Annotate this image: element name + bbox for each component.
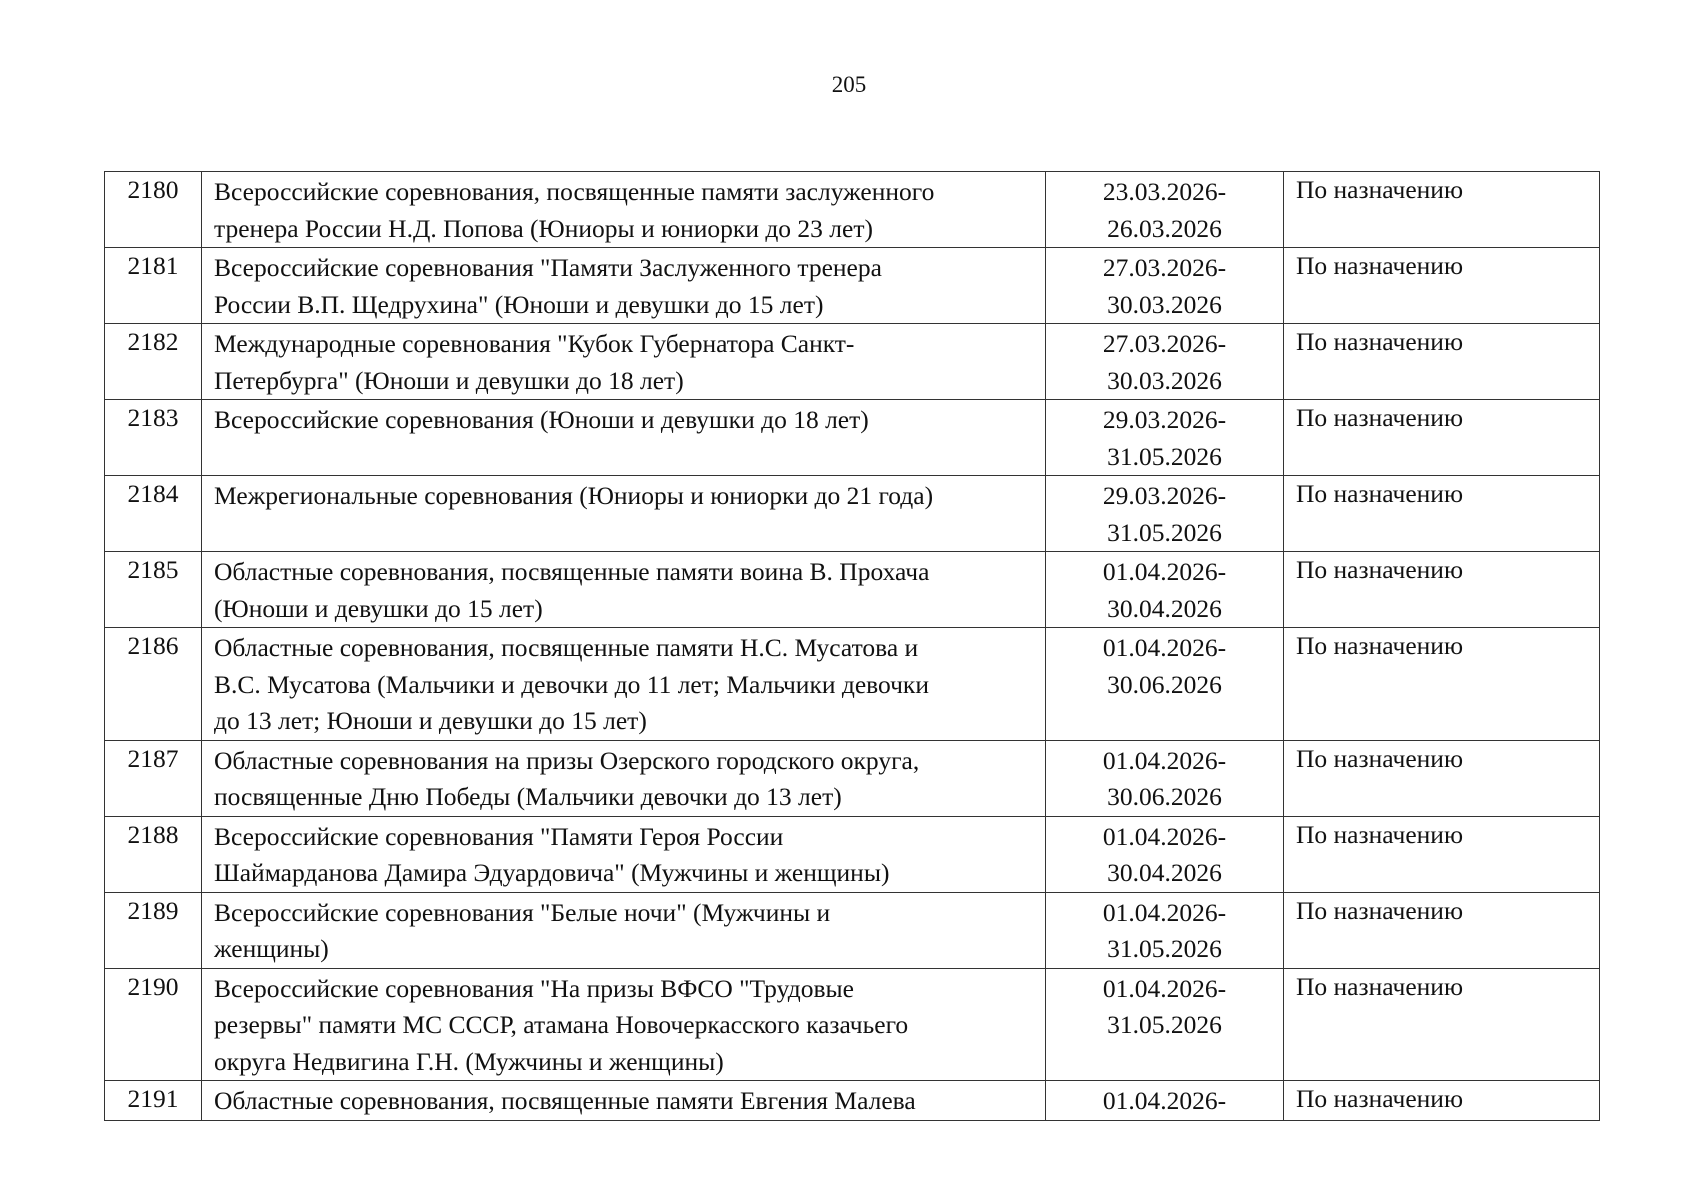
table-row [105, 968, 1600, 1081]
event-name-line: Петербурга" (Юноши и девушки до 18 лет) [214, 365, 684, 395]
event-name-line: резервы" памяти МС СССР, атамана Новочеркасского казачьего [214, 1010, 909, 1039]
event-name-cell [202, 968, 1046, 1081]
table-row [105, 248, 1600, 324]
event-name-line: Всероссийские соревнования (Юноши и девушки до 18 лет) [214, 405, 869, 434]
row-number: 2180 [105, 172, 202, 248]
date-end: 31.05.2026 [1107, 934, 1222, 963]
date-end: 31.05.2026 [1107, 517, 1222, 547]
date-start: 29.03.2026- [1102, 481, 1227, 510]
event-location-cell: По назначению [1284, 628, 1600, 741]
date-end: 30.06.2026 [1107, 669, 1222, 699]
date-end: 30.04.2026 [1107, 593, 1222, 623]
event-location-cell: По назначению [1284, 400, 1600, 476]
event-location-cell: По назначению [1284, 816, 1600, 892]
table-row [105, 476, 1600, 552]
event-name-line: Всероссийские соревнования, посвященные памяти заслуженного [214, 177, 935, 206]
row-number: 2181 [105, 248, 202, 324]
date-end: 31.05.2026 [1107, 441, 1222, 471]
date-start: 27.03.2026- [1102, 329, 1227, 358]
row-number: 2184 [105, 476, 202, 552]
table-row [105, 628, 1600, 741]
date-start: 01.04.2026- [1102, 1086, 1227, 1115]
table-row [105, 400, 1600, 476]
event-name-cell [202, 1081, 1046, 1121]
event-name-cell [202, 476, 1046, 552]
event-name-cell [202, 324, 1046, 400]
page-number: 205 [831, 72, 867, 97]
event-location-cell: По назначению [1284, 968, 1600, 1081]
event-name-line: женщины) [214, 934, 329, 963]
event-location-cell: По назначению [1284, 172, 1600, 248]
event-name-line: Областные соревнования, посвященные памяти Н.С. Мусатова и [214, 633, 919, 662]
event-name-cell [202, 740, 1046, 816]
event-name-line: до 13 лет; Юноши и девушки до 15 лет) [214, 706, 647, 735]
event-dates-cell [1046, 968, 1284, 1081]
event-name-cell [202, 628, 1046, 741]
event-name-line: Всероссийские соревнования "На призы ВФСО "Трудовые [214, 973, 854, 1003]
date-start: 01.04.2026- [1102, 821, 1227, 851]
event-dates-cell [1046, 248, 1284, 324]
date-start: 27.03.2026- [1102, 253, 1227, 282]
row-number: 2183 [105, 400, 202, 476]
date-end: 30.04.2026 [1107, 858, 1222, 887]
event-name-line: Международные соревнования "Кубок Губернатора Санкт- [214, 329, 855, 358]
table-row [105, 552, 1600, 628]
event-name-line: Всероссийские соревнования "Белые ночи" (Мужчины и [214, 897, 831, 927]
event-dates-cell [1046, 816, 1284, 892]
event-name-line: посвященные Дню Победы (Мальчики девочки до 13 лет) [214, 782, 842, 811]
event-name-cell [202, 172, 1046, 248]
table-row [105, 816, 1600, 892]
event-dates-cell [1046, 892, 1284, 968]
date-start: 01.04.2026- [1102, 973, 1227, 1003]
date-end: 30.03.2026 [1107, 289, 1222, 319]
event-name-line: Областные соревнования, посвященные памяти воина В. Прохача [214, 557, 930, 586]
event-name-line: Межрегиональные соревнования (Юниоры и юниорки до 21 года) [214, 481, 934, 510]
row-number: 2185 [105, 552, 202, 628]
event-name-line: округа Недвигина Г.Н. (Мужчины и женщины) [214, 1046, 724, 1076]
event-name-line: Шаймарданова Дамира Эдуардовича" (Мужчины и женщины) [214, 858, 890, 887]
event-name-cell [202, 400, 1046, 476]
table-row [105, 740, 1600, 816]
event-name-cell [202, 552, 1046, 628]
event-name-line: Областные соревнования, посвященные памяти Евгения Малева [214, 1086, 916, 1115]
table-row [105, 1081, 1600, 1121]
row-number: 2186 [105, 628, 202, 741]
event-dates-cell [1046, 400, 1284, 476]
event-name-cell [202, 248, 1046, 324]
row-number: 2182 [105, 324, 202, 400]
row-number: 2190 [105, 968, 202, 1081]
event-name-line: Всероссийские соревнования "Памяти Героя России [214, 821, 784, 851]
event-dates-cell [1046, 628, 1284, 741]
event-dates-cell [1046, 324, 1284, 400]
date-end: 30.06.2026 [1107, 782, 1222, 811]
event-location-cell: По назначению [1284, 476, 1600, 552]
date-start: 01.04.2026- [1102, 745, 1227, 775]
event-location-cell: По назначению [1284, 552, 1600, 628]
event-name-line: В.С. Мусатова (Мальчики и девочки до 11 лет; Мальчики девочки [214, 669, 929, 699]
date-start: 01.04.2026- [1102, 897, 1227, 927]
table-row [105, 324, 1600, 400]
event-dates-cell [1046, 172, 1284, 248]
event-dates-cell [1046, 476, 1284, 552]
date-start: 23.03.2026- [1102, 177, 1227, 206]
table-body [105, 172, 1600, 1121]
date-end: 31.05.2026 [1107, 1010, 1222, 1039]
row-number: 2187 [105, 740, 202, 816]
event-name-line: тренера России Н.Д. Попова (Юниоры и юниорки до 23 лет) [214, 213, 873, 243]
event-location-cell: По назначению [1284, 740, 1600, 816]
date-start: 01.04.2026- [1102, 633, 1227, 662]
event-dates-cell [1046, 740, 1284, 816]
row-number: 2188 [105, 816, 202, 892]
event-name-line: Всероссийские соревнования "Памяти Заслуженного тренера [214, 253, 882, 282]
event-location-cell: По назначению [1284, 1081, 1600, 1121]
event-location-cell: По назначению [1284, 324, 1600, 400]
event-name-line: (Юноши и девушки до 15 лет) [214, 593, 543, 623]
table-row [105, 172, 1600, 248]
event-location-cell: По назначению [1284, 892, 1600, 968]
event-location-cell: По назначению [1284, 248, 1600, 324]
table-row [105, 892, 1600, 968]
event-name-cell [202, 816, 1046, 892]
date-end: 26.03.2026 [1107, 213, 1222, 243]
date-start: 01.04.2026- [1102, 557, 1227, 586]
event-name-cell [202, 892, 1046, 968]
event-name-line: Областные соревнования на призы Озерского городского округа, [214, 745, 920, 775]
row-number: 2191 [105, 1081, 202, 1121]
date-end: 30.03.2026 [1107, 365, 1222, 395]
event-dates-cell [1046, 1081, 1284, 1121]
date-start: 29.03.2026- [1102, 405, 1227, 434]
event-dates-cell [1046, 552, 1284, 628]
competition-schedule-table [104, 171, 1600, 1121]
event-name-line: России В.П. Щедрухина" (Юноши и девушки до 15 лет) [214, 289, 824, 319]
row-number: 2189 [105, 892, 202, 968]
